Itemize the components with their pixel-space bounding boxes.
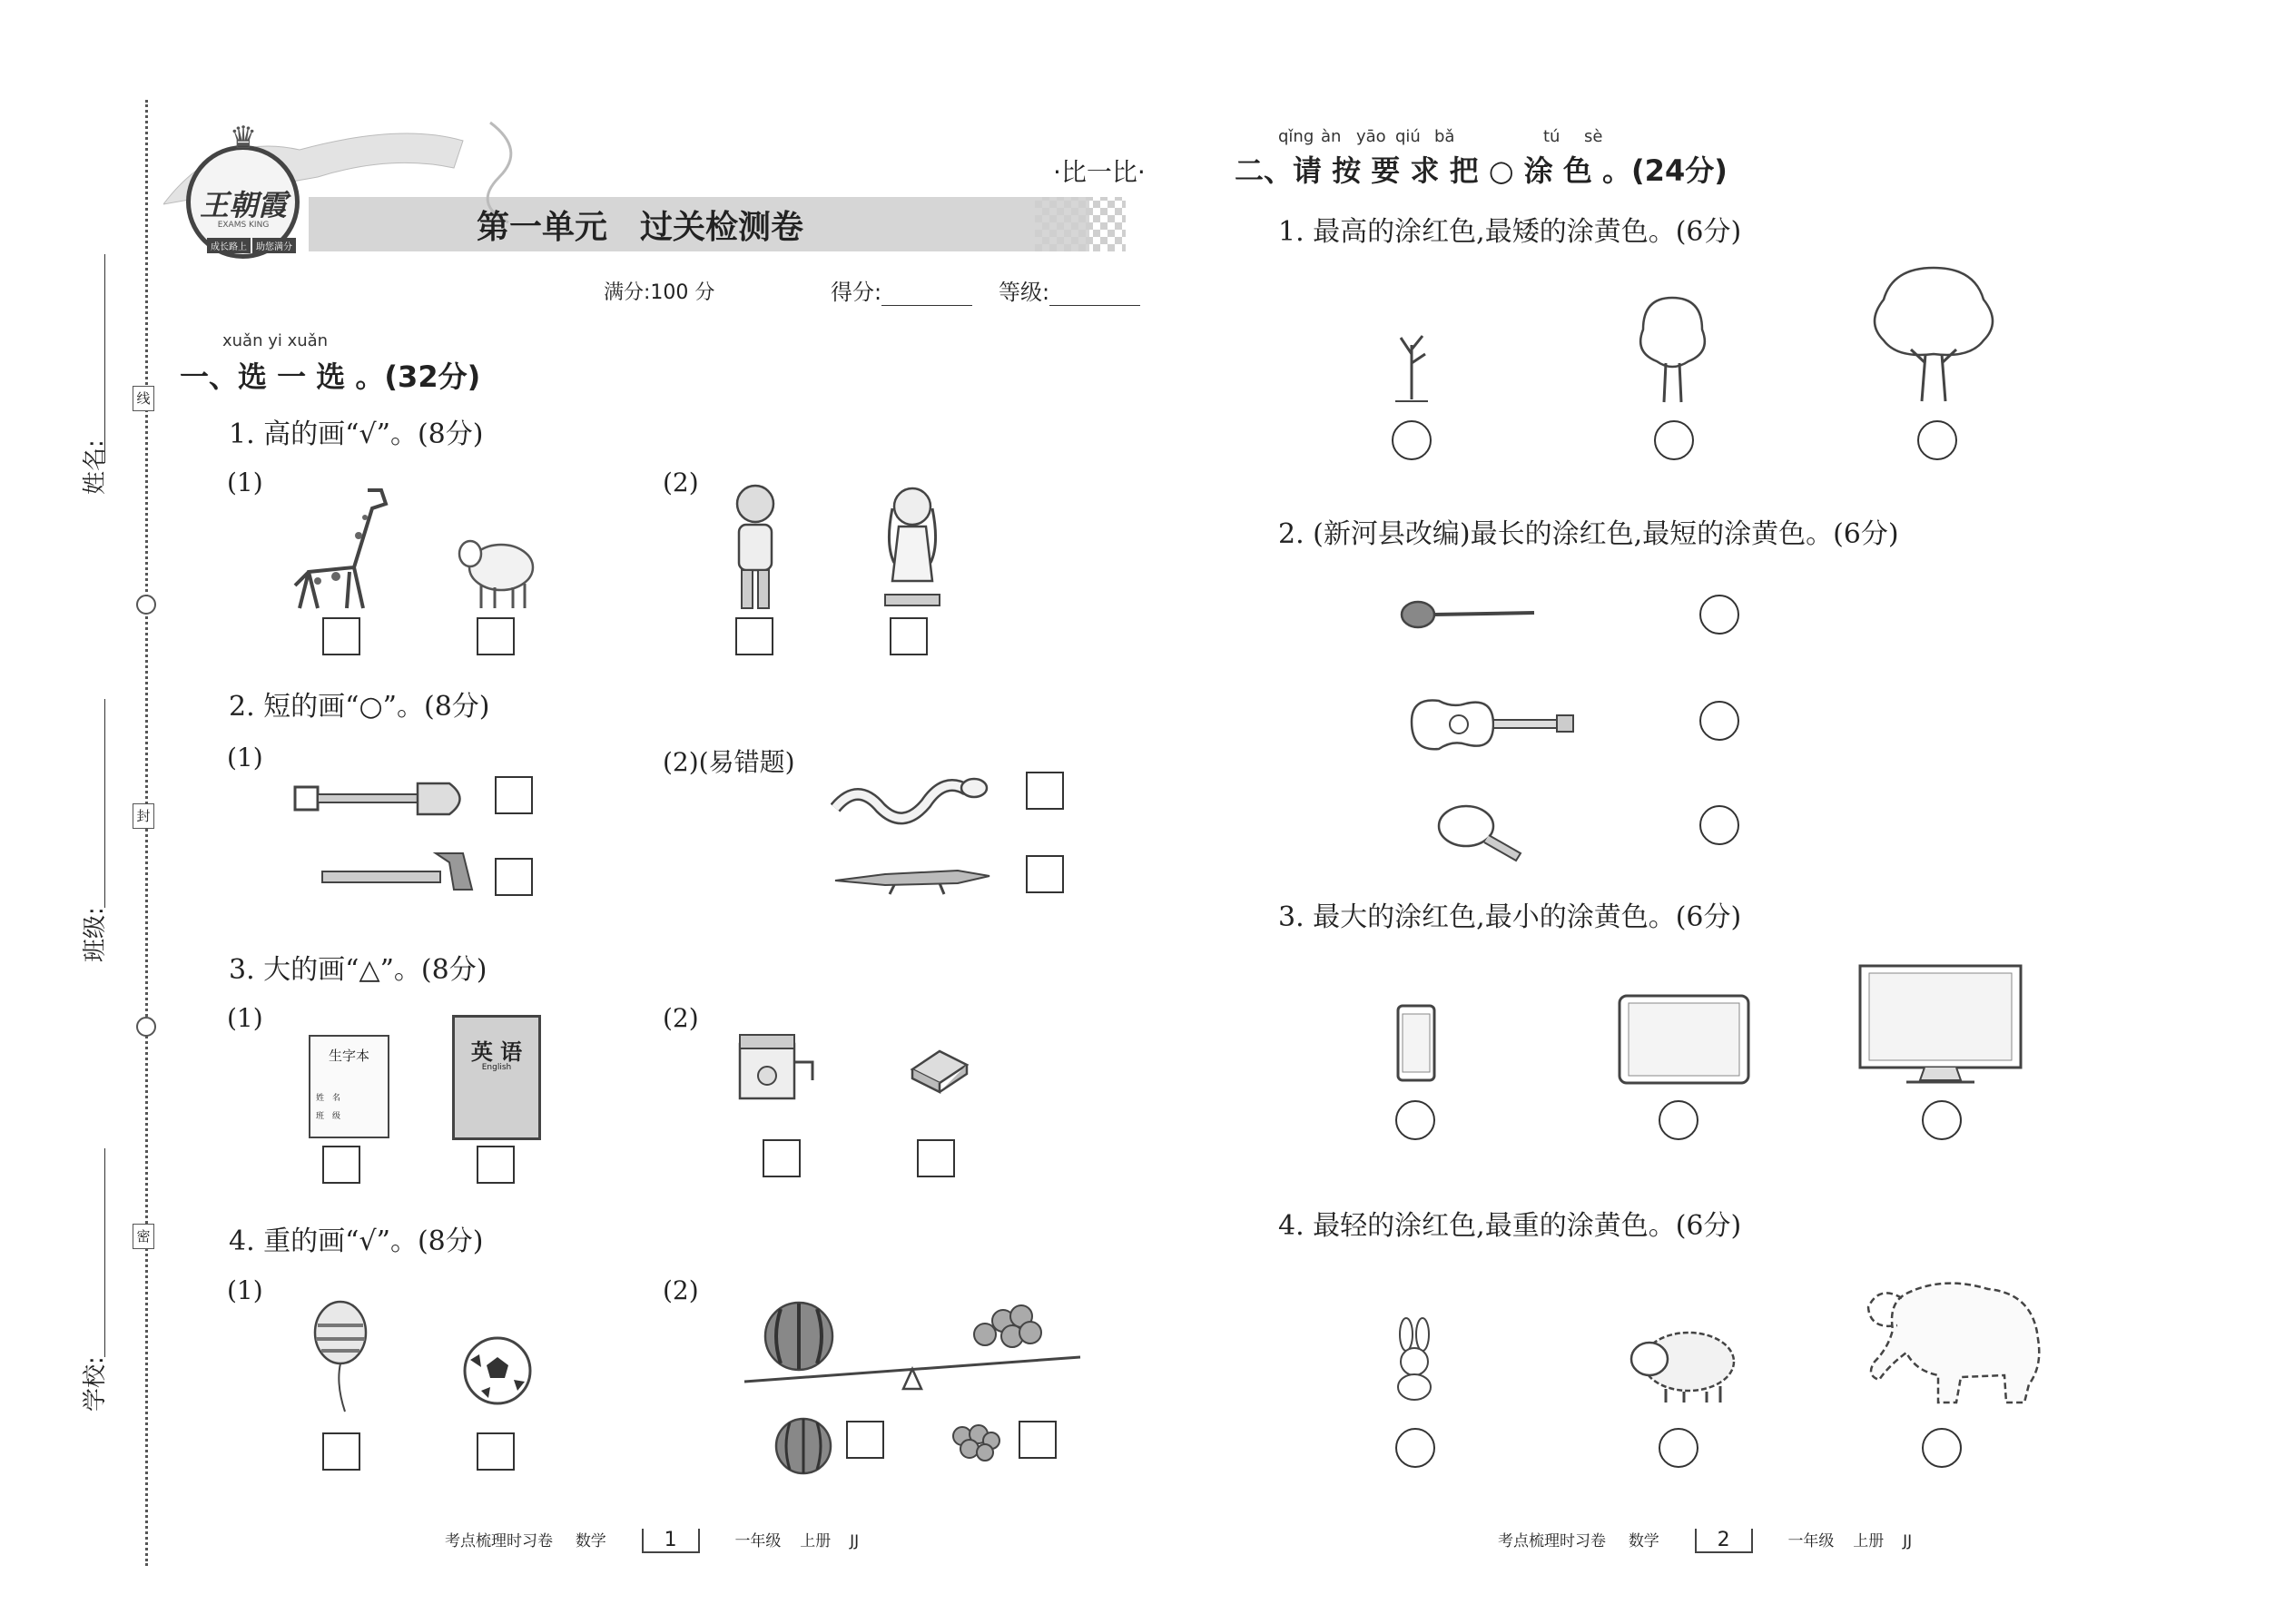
balloon-image [309,1298,372,1416]
s2-q2-circle-racket[interactable] [1699,595,1739,635]
section2-pinyin-2: àn [1321,127,1342,146]
binding-circle-1 [136,595,156,615]
footer-right-series: 考点梳理时习卷 [1498,1532,1606,1550]
name-label: 姓名: [82,439,109,495]
q2-answer-box-hammer[interactable] [495,858,533,896]
s2-q2-text: 2. (新河县改编)最长的涂红色,最短的涂黄色。(6分) [1278,518,1899,550]
english-book-title: 英 语 [470,1039,523,1065]
q2-text: 2. 短的画“○”。(8分) [229,691,490,723]
giraffe-image [281,481,404,613]
q3-text: 3. 大的画“△”。(8分) [229,954,487,986]
crown-icon: ♛ [229,120,258,156]
footer-left-grade: 一年级 [734,1532,782,1550]
brand-name: 王朝霞 [199,188,287,222]
q3-answer-box-notebook[interactable] [322,1146,360,1184]
section2-pinyin-1: qǐng [1278,127,1314,146]
footer-left-series: 考点梳理时习卷 [445,1532,553,1550]
notebook-title: 生字本 [328,1048,369,1064]
s2-q2-circle-paddle[interactable] [1699,805,1739,845]
brand-slogan-left: 成长路上 [207,238,251,253]
medium-tree-image [1629,289,1716,405]
page-title: 第一单元 过关检测卷 [477,209,804,246]
grade-line[interactable] [1049,283,1140,306]
section1-pinyin: xuǎn yi xuǎn [222,331,329,350]
q4-answer-box-grapes[interactable] [1019,1421,1057,1459]
q1-answer-box-sheep[interactable] [477,617,515,655]
s2-q2-circle-guitar[interactable] [1699,701,1739,741]
footer-right-volume: 上册 [1853,1532,1885,1550]
s2-q1-circle-small-tree[interactable] [1392,420,1432,460]
s2-q3-text: 3. 最大的涂红色,最小的涂黄色。(6分) [1278,901,1742,933]
binding-dotted-line [145,100,148,1566]
sheep-2-image [1620,1321,1743,1407]
full-score: 满分:100 分 [604,281,715,304]
boy-image [726,481,785,617]
q3-answer-box-sharpener[interactable] [763,1139,801,1177]
hammer-image [318,844,481,899]
grade-field [999,274,1140,306]
footer-left-edition: JJ [850,1532,860,1550]
notebook-image [309,1035,389,1138]
crocodile-image [831,858,999,899]
section2-pinyin-6: tú [1543,127,1561,146]
q3-part2: (2) [663,1003,699,1033]
brand-sub: EXAMS KING [217,221,270,230]
badminton-racket-image [1398,595,1543,635]
q4-answer-box-ball[interactable] [477,1432,515,1471]
binding-char-1: 线 [133,386,154,411]
q4-text: 4. 重的画“√”。(8分) [229,1225,484,1257]
score-label: 得分: [831,280,882,305]
q2-part1: (1) [227,743,263,773]
eraser-image [903,1042,976,1097]
balance-scale-image [740,1289,1085,1398]
school-label: 学校: [82,1356,109,1412]
s2-q3-circle-monitor[interactable] [1922,1100,1962,1140]
pencil-sharpener-image [731,1026,822,1107]
elephant-image [1852,1266,2061,1412]
phone-image [1393,1003,1439,1085]
q1-part2: (2) [663,468,699,497]
sheep-image [454,531,540,613]
name-field-line [104,254,105,463]
soccer-ball-image [461,1334,534,1407]
footer-right-edition: JJ [1903,1532,1913,1550]
s2-q4-circle-elephant[interactable] [1922,1428,1962,1468]
q3-answer-box-english-book[interactable] [477,1146,515,1184]
school-field-line [104,1148,105,1357]
footer-right [1498,1528,1912,1553]
score-line[interactable] [881,283,972,306]
header-motto: ·比一比· [1053,157,1146,187]
q1-answer-box-giraffe[interactable] [322,617,360,655]
q3-part1: (1) [227,1003,263,1033]
s2-q1-circle-medium-tree[interactable] [1654,420,1694,460]
english-book-image [452,1015,541,1140]
section2-pinyin-7: sè [1584,127,1603,146]
tablet-image [1616,992,1752,1088]
class-field-line [104,699,105,908]
s2-q4-text: 4. 最轻的涂红色,最重的涂黄色。(6分) [1278,1210,1742,1242]
q1-part1: (1) [227,468,263,497]
rabbit-image [1384,1316,1443,1403]
pingpong-paddle-image [1434,799,1530,862]
watermelon-image [772,1412,835,1477]
q4-answer-box-watermelon[interactable] [846,1421,884,1459]
tall-tree-image [1866,263,2002,406]
q3-answer-box-eraser[interactable] [917,1139,955,1177]
footer-right-grade: 一年级 [1787,1532,1835,1550]
header-banner [163,113,1171,281]
q2-part2: (2)(易错题) [663,747,795,777]
binding-char-2: 封 [133,803,154,829]
section2-pinyin-5: bǎ [1434,127,1455,146]
section2-pinyin-4: qiú [1395,127,1421,146]
section2-title: 二、请 按 要 求 把 ○ 涂 色 。(24分) [1235,153,1728,188]
grapes-image [944,1418,1003,1463]
notebook-class-line: 班 级 [316,1112,341,1121]
brand-slogan-right: 助您满分 [252,238,296,253]
footer-left [445,1528,859,1553]
grade-label: 等级: [999,280,1050,305]
monitor-image [1856,962,2024,1094]
section1-title: 一、选 一 选 。(32分) [180,359,481,394]
snake-image [831,763,994,831]
footer-left-subject: 数学 [575,1532,606,1550]
q4-part2: (2) [663,1275,699,1305]
section2-pinyin-3: yāo [1356,127,1386,146]
s2-q4-circle-sheep[interactable] [1659,1428,1698,1468]
q4-part1: (1) [227,1275,263,1305]
notebook-name-line: 姓 名 [316,1094,341,1103]
binding-circle-2 [136,1017,156,1037]
shovel-image [290,776,472,822]
q1-answer-box-boy[interactable] [735,617,773,655]
s2-q1-text: 1. 最高的涂红色,最矮的涂黄色。(6分) [1278,216,1742,248]
s2-q3-circle-tablet[interactable] [1659,1100,1698,1140]
q1-answer-box-girl[interactable] [890,617,928,655]
guitar-image [1403,690,1580,758]
q2-answer-box-snake[interactable] [1026,772,1064,810]
s2-q1-circle-tall-tree[interactable] [1917,420,1957,460]
q2-answer-box-crocodile[interactable] [1026,855,1064,893]
s2-q4-circle-rabbit[interactable] [1395,1428,1435,1468]
q2-answer-box-shovel[interactable] [495,776,533,814]
s2-q3-circle-phone[interactable] [1395,1100,1435,1140]
class-label: 班级: [82,907,109,962]
footer-right-page: 2 [1695,1529,1753,1553]
footer-left-volume: 上册 [800,1532,832,1550]
small-tree-image [1384,327,1439,404]
english-book-sub: English [481,1063,512,1072]
girl-on-stool-image [876,481,949,617]
footer-left-page: 1 [642,1529,700,1553]
footer-right-subject: 数学 [1628,1532,1659,1550]
q4-answer-box-balloon[interactable] [322,1432,360,1471]
q1-text: 1. 高的画“√”。(8分) [229,418,484,450]
score-field [831,274,972,306]
binding-char-3: 密 [133,1224,154,1249]
